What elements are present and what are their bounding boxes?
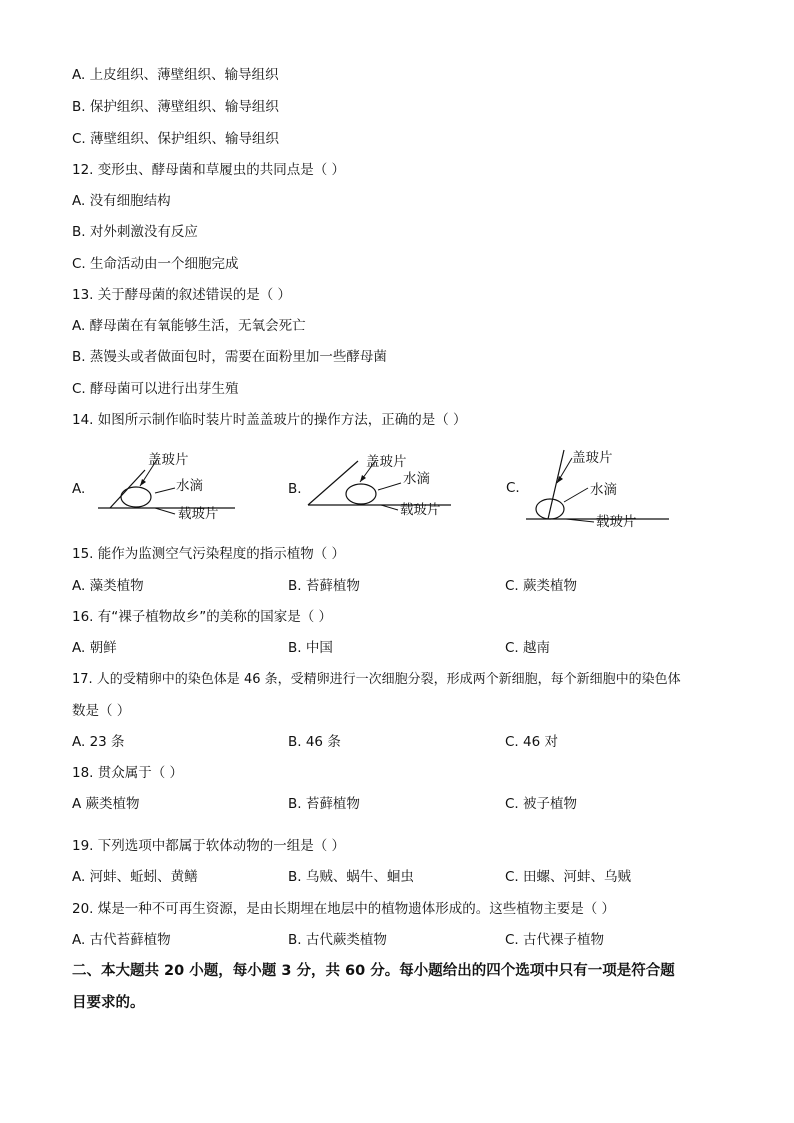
- q17-option-c: C. 46 对: [505, 734, 558, 750]
- figure-a-letter: A.: [72, 481, 86, 497]
- q12-option-a: A. 没有细胞结构: [72, 193, 171, 209]
- figure-c-water-label: 水滴: [590, 482, 617, 498]
- q18-stem: 18. 贯众属于（ ）: [72, 765, 184, 781]
- q20-option-c: C. 古代裸子植物: [505, 932, 605, 948]
- q18-option-b: B. 苔藓植物: [288, 796, 360, 812]
- q13-option-b: B. 蒸馒头或者做面包时，需要在面粉里加一些酵母菌: [72, 349, 387, 365]
- q14-stem: 14. 如图所示制作临时装片时盖盖玻片的操作方法，正确的是（ ）: [72, 412, 467, 428]
- q17-stem-line1: 17. 人的受精卵中的染色体是 46 条，受精卵进行一次细胞分裂，形成两个新细胞，每个新细胞中的染色体: [72, 672, 681, 687]
- figure-b-slide-label: 载玻片: [400, 502, 441, 518]
- q14-figure-c: [504, 446, 704, 540]
- q11-option-c: C. 薄壁组织、保护组织、输导组织: [72, 131, 280, 147]
- q18-option-a: A 蕨类植物: [72, 796, 140, 812]
- q19-option-b: B. 乌贼、蜗牛、蛔虫: [288, 869, 414, 885]
- q14-figure-b: [286, 448, 486, 527]
- q12-stem: 12. 变形虫、酵母菌和草履虫的共同点是（ ）: [72, 162, 346, 178]
- q13-option-a: A. 酵母菌在有氧能够生活，无氧会死亡: [72, 318, 306, 334]
- figure-b-letter: B.: [288, 481, 302, 497]
- q13-option-c: C. 酵母菌可以进行出芽生殖: [72, 381, 239, 397]
- section2-heading-line1: 二、本大题共 20 小题，每小题 3 分，共 60 分。每小题给出的四个选项中只有一项是符合题: [72, 963, 675, 979]
- q16-option-a: A. 朝鲜: [72, 640, 117, 656]
- figure-b-cover-label: 盖玻片: [366, 454, 407, 470]
- q13-stem: 13. 关于酵母菌的叙述错误的是（ ）: [72, 287, 292, 303]
- q15-stem: 15. 能作为监测空气污染程度的指示植物（ ）: [72, 546, 346, 562]
- q17-option-a: A. 23 条: [72, 734, 125, 750]
- q14-figure-a: [70, 448, 270, 527]
- q17-option-b: B. 46 条: [288, 734, 341, 750]
- q15-option-b: B. 苔藓植物: [288, 578, 360, 594]
- section2-heading-line2: 目要求的。: [72, 995, 145, 1011]
- figure-c-slide-label: 载玻片: [596, 514, 637, 530]
- figure-a-water-label: 水滴: [176, 478, 203, 494]
- q11-option-a: A. 上皮组织、薄壁组织、输导组织: [72, 67, 279, 83]
- figure-b-water-label: 水滴: [403, 471, 430, 487]
- q12-option-c: C. 生命活动由一个细胞完成: [72, 256, 239, 272]
- q11-option-b: B. 保护组织、薄壁组织、输导组织: [72, 99, 279, 115]
- q15-option-a: A. 藻类植物: [72, 578, 144, 594]
- figure-a-cover-label: 盖玻片: [148, 452, 189, 468]
- q18-option-c: C. 被子植物: [505, 796, 578, 812]
- q19-stem: 19. 下列选项中都属于软体动物的一组是（ ）: [72, 838, 346, 854]
- q20-stem: 20. 煤是一种不可再生资源，是由长期埋在地层中的植物遗体形成的。这些植物主要是（ ）: [72, 901, 616, 917]
- q20-option-a: A. 古代苔藓植物: [72, 932, 171, 948]
- q20-option-b: B. 古代蕨类植物: [288, 932, 387, 948]
- q17-stem-line2: 数是（ ）: [72, 703, 131, 719]
- q19-option-c: C. 田螺、河蚌、乌贼: [505, 869, 632, 885]
- figure-c-letter: C.: [506, 480, 520, 496]
- q16-option-c: C. 越南: [505, 640, 551, 656]
- figure-c-cover-label: 盖玻片: [572, 450, 613, 466]
- q16-stem: 16. 有“裸子植物故乡”的美称的国家是（ ）: [72, 609, 333, 625]
- figure-a-slide-label: 载玻片: [178, 506, 219, 522]
- q16-option-b: B. 中国: [288, 640, 333, 656]
- q12-option-b: B. 对外刺激没有反应: [72, 224, 198, 240]
- q19-option-a: A. 河蚌、蚯蚓、黄鳝: [72, 869, 198, 885]
- q15-option-c: C. 蕨类植物: [505, 578, 578, 594]
